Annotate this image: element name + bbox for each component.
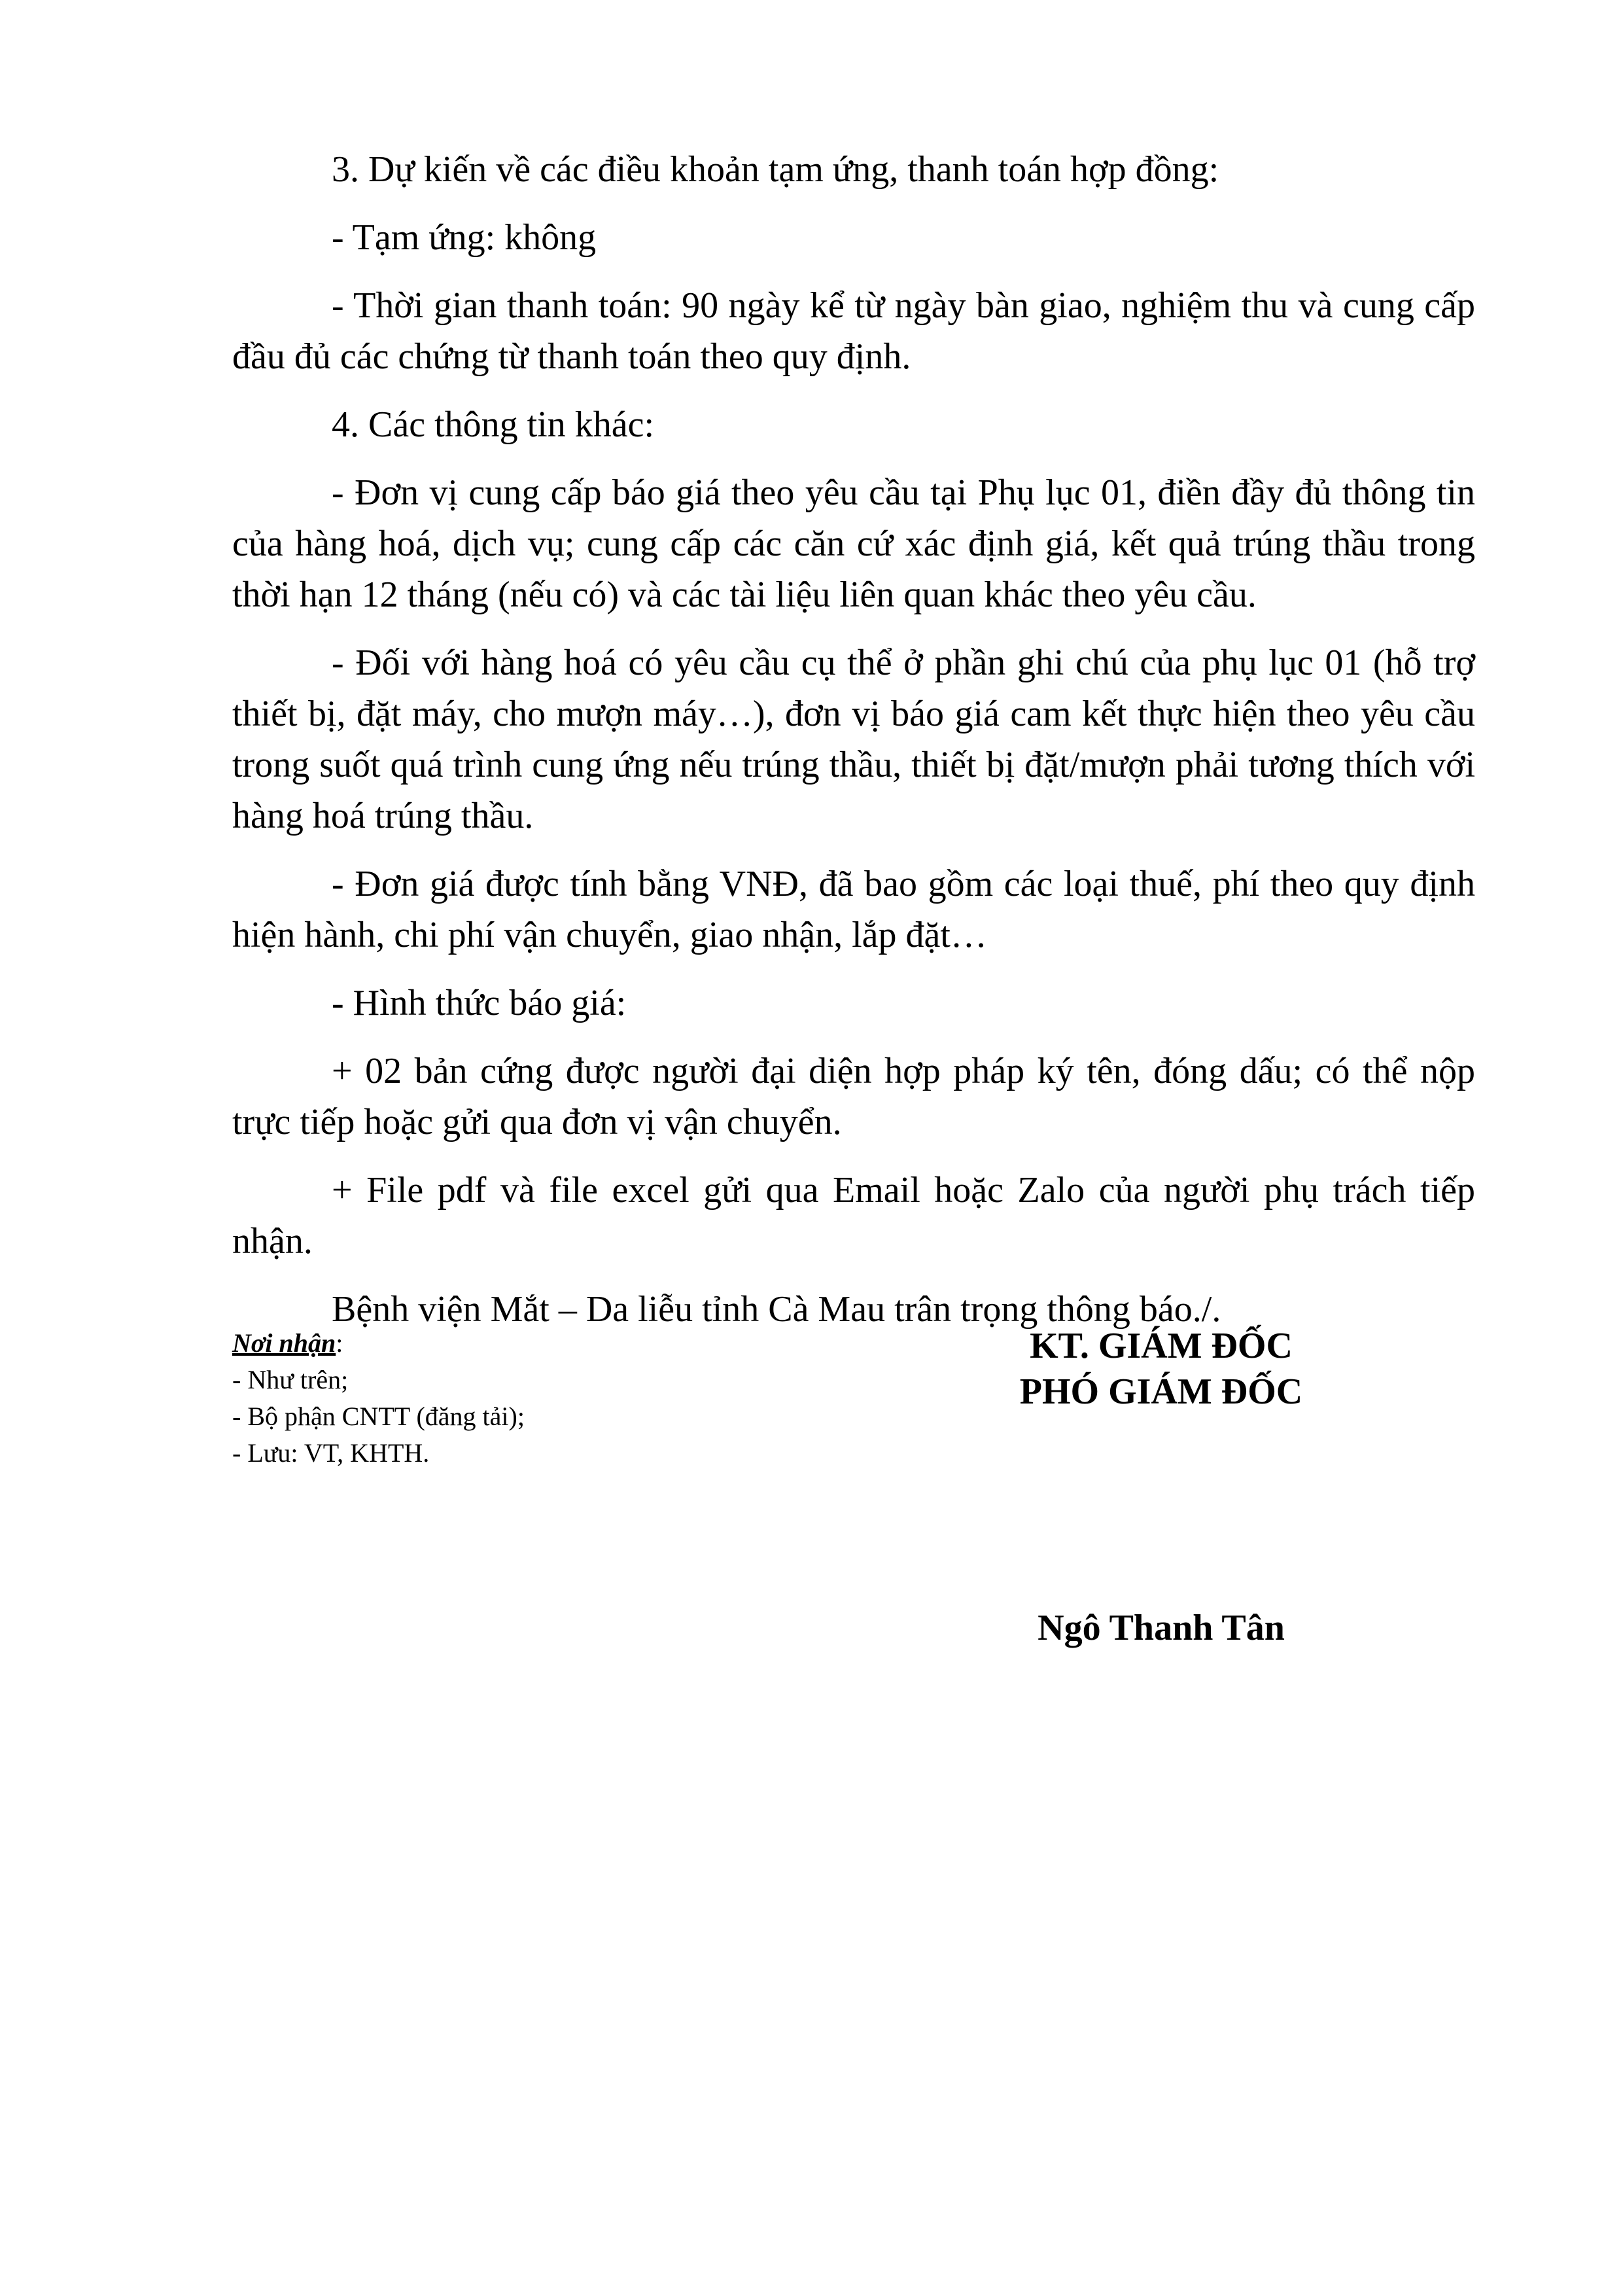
advance-payment-item: - Tạm ứng: không <box>332 217 597 258</box>
quotation-format-item: - Hình thức báo giá: <box>332 983 627 1023</box>
hard-copy-subitem: + 02 bản cứng được người đại diện hợp pháp ký tên, đóng dấu; có thể nộp trực tiếp hoặc gửi qua đơn vị vận chuyển. <box>232 1051 1475 1142</box>
signature-title-block <box>949 1323 1374 1415</box>
closing-statement: Bệnh viện Mắt – Da liễu tỉnh Cà Mau trân trọng thông báo./. <box>332 1289 1221 1330</box>
unit-price-item: - Đơn giá được tính bằng VNĐ, đã bao gồm các loại thuế, phí theo quy định hiện hành, chi phí vận chuyển, giao nhận, lắp đặt… <box>232 864 1475 955</box>
recipients-title: Nơi nhận <box>232 1328 336 1358</box>
section-heading-other-info: 4. Các thông tin khác: <box>332 404 655 445</box>
signer-name: Ngô Thanh Tân <box>1038 1608 1285 1648</box>
signature-title-line-2: PHÓ GIÁM ĐỐC <box>1019 1371 1303 1412</box>
recipients-colon: : <box>336 1328 343 1358</box>
recipient-item: - Như trên; <box>232 1365 349 1394</box>
quotation-requirement-item: - Đơn vị cung cấp báo giá theo yêu cầu tại Phụ lục 01, điền đầy đủ thông tin của hàng hoá, dịch vụ; cung cấp các căn cứ xác định giá, kết quả trúng thầu trong thời hạn 12 tháng (nếu có) và các tài liệu liên quan khác theo yêu cầu. <box>232 472 1475 615</box>
equipment-support-item: - Đối với hàng hoá có yêu cầu cụ thể ở phần ghi chú của phụ lục 01 (hỗ trợ thiết bị, đặt máy, cho mượn máy…), đơn vị báo giá cam kết thực hiện theo yêu cầu trong suốt quá trình cung ứng nếu trúng thầu, thiết bị đặt/mượn phải tương thích với hàng hoá trúng thầu. <box>232 643 1475 836</box>
soft-copy-subitem: + File pdf và file excel gửi qua Email hoặc Zalo của người phụ trách tiếp nhận. <box>232 1170 1475 1262</box>
recipient-item: - Bộ phận CNTT (đăng tải); <box>232 1402 525 1431</box>
recipients-block <box>232 1325 821 1472</box>
recipients-heading <box>232 1325 821 1362</box>
section-heading-advance-payment: 3. Dự kiến về các điều khoản tạm ứng, thanh toán hợp đồng: <box>332 149 1219 190</box>
recipient-item: - Lưu: VT, KHTH. <box>232 1438 430 1468</box>
document-body <box>232 144 1475 1335</box>
payment-term-item: - Thời gian thanh toán: 90 ngày kể từ ngày bàn giao, nghiệm thu và cung cấp đầu đủ các chứng từ thanh toán theo quy định. <box>232 285 1475 377</box>
signature-title-line-1: KT. GIÁM ĐỐC <box>1030 1326 1293 1366</box>
